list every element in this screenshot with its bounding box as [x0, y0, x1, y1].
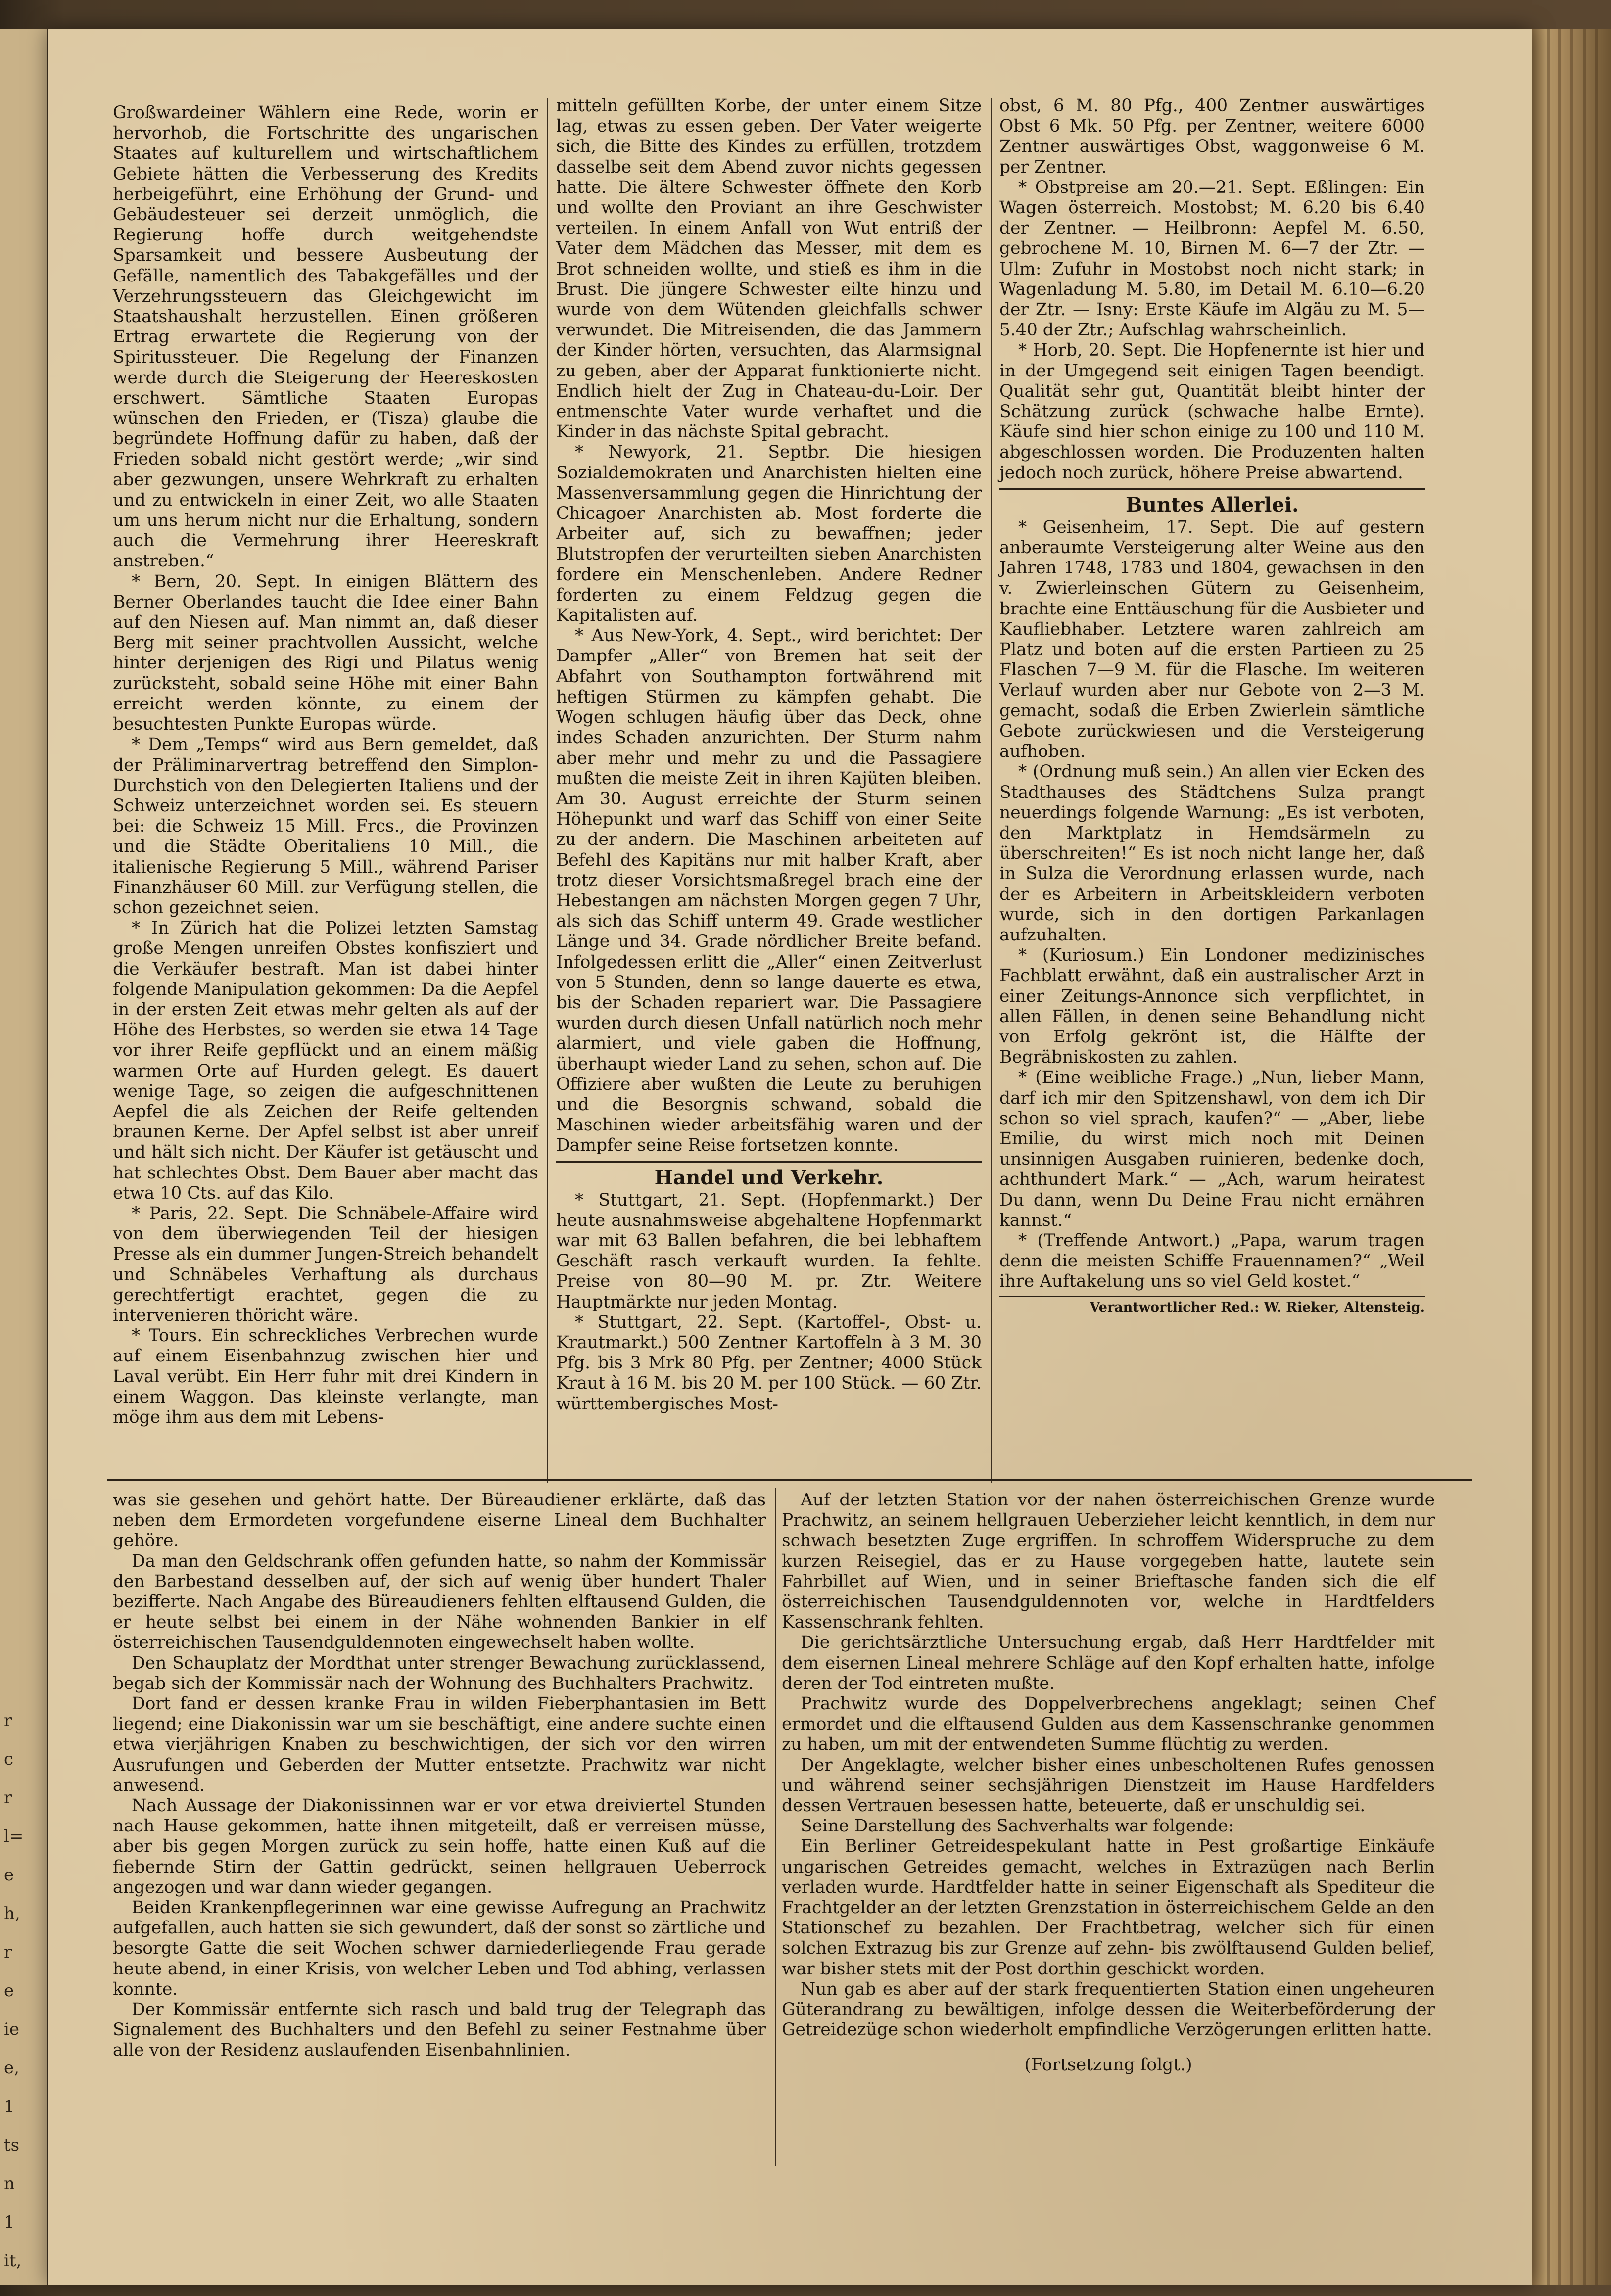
column-1	[113, 103, 538, 1428]
column-divider	[547, 98, 548, 1483]
miscellany-item: * (Ordnung muß sein.) An allen vier Ecken des Stadthauses des Städtchens Sulza prangt neuerdings folgende Warnung: „Es ist verboten, den Marktplatz in Hemdsärmeln zu überschreiten!“ Es ist noch nicht lange her, daß in Sulza die Verordnung erlassen wurde, nach der es Arbeitern in Arbeitskleidern verboten wurde, sich in den dortigen Parkanlagen aufzuhalten.	[999, 762, 1425, 945]
article-paragraph: * Tours. Ein schreckliches Verbrechen wurde auf einem Eisenbahnzug zwischen hier und Laval verübt. Ein Herr fuhr mit drei Kindern in einem Waggon. Das kleinste verlangte, man möge ihm aus dem mit Lebens-	[113, 1326, 538, 1427]
section-divider	[107, 1479, 1472, 1481]
article-paragraph: * Newyork, 21. Septbr. Die hiesigen Sozialdemokraten und Anarchisten hielten eine Massenversammlung gegen die Hinrichtung der Chicagoer Anarchisten ab. Most forderte die Arbeiter auf, sich zu bewaffnen; jeder Blutstropfen der verurteilten sieben Anarchisten fordere ein Menschenleben. Andere Redner forderten zu einem Feldzug gegen die Kapitalisten auf.	[556, 442, 982, 626]
continuation-note: (Fortsetzung folgt.)	[1024, 2055, 1192, 2075]
section-heading-handel: Handel und Verkehr.	[654, 1166, 884, 1189]
miscellany-item: * (Eine weibliche Frage.) „Nun, lieber Mann, darf ich mir den Spitzenshawl, von dem ich Dir schon so viel sprach, kaufen?“ — „Aber, liebe Emilie, du wirst mich noch mit Deinen unsinnigen Ausgaben ruinieren, bedenke doch, achthundert Mark.“ — „Ach, warum heiratest Du dann, wenn Du Deine Frau nicht ernähren kannst.“	[999, 1068, 1425, 1230]
book-binding	[1532, 29, 1611, 2285]
column-divider	[775, 1488, 776, 2166]
previous-page-fragment: e	[4, 1865, 14, 1885]
section-rule	[556, 1161, 982, 1163]
previous-page-fragment: e,	[4, 2058, 19, 2078]
column-3	[999, 96, 1425, 1317]
editor-credit: Verantwortlicher Red.: W. Rieker, Altensteig.	[1090, 1299, 1425, 1315]
market-report: * Horb, 20. Sept. Die Hopfenernte ist hier und in der Umgegend seit einigen Tagen beendigt. Qualität sehr gut, Quantität bleibt hinter der Schätzung zurück (schwache halbe Ernte). Käufe sind hier schon einige zu 100 und 110 M. abgeschlossen worden. Die Produzenten halten jedoch noch zurück, höhere Preise abwartend.	[999, 340, 1425, 483]
article-paragraph: * Dem „Temps“ wird aus Bern gemeldet, daß der Präliminarvertrag betreffend den Simplon-Durchstich von den Delegierten Italiens und der Schweiz unterzeichnet worden sei. Es steuern bei: die Schweiz 15 Mill. Frcs., die Provinzen und die Städte Oberitaliens 10 Mill., die italienische Regierung 5 Mill., während Pariser Finanzhäuser 60 Mill. zur Verfügung stellen, die schon gezeichnet seien.	[113, 735, 538, 918]
article-paragraph: * Paris, 22. Sept. Die Schnäbele-Affaire wird von dem überwiegenden Teil der hiesigen Presse als ein dummer Jungen-Streich behandelt und Schnäbeles Verhaftung als durchaus gerechtfertigt erachtet, gegen die zu intervenieren thöricht wäre.	[113, 1203, 538, 1325]
section-heading-buntes: Buntes Allerlei.	[1125, 493, 1299, 516]
feuilleton-right	[782, 1490, 1435, 2076]
previous-page-fragment: ts	[4, 2135, 20, 2155]
story-paragraph: was sie gesehen und gehört hatte. Der Büreaudiener erklärte, daß das neben dem Ermordeten vorgefundene eiserne Lineal dem Buchhalter gehöre.	[113, 1490, 766, 1551]
previous-page-fragment: 1	[4, 2212, 15, 2232]
story-paragraph: Seine Darstellung des Sachverhalts war folgende:	[801, 1816, 1234, 1836]
miscellany-item: * (Treffende Antwort.) „Papa, warum tragen denn die meisten Schiffe Frauennamen?“ „Weil ihre Auftakelung uns so viel Geld kostet.“	[999, 1230, 1425, 1292]
story-paragraph: Ein Berliner Getreidespekulant hatte in Pest großartige Einkäufe ungarischen Getreides gemacht, welches in Extrazügen nach Berlin verladen wurde. Hardtfelder hatte in seiner Eigenschaft als Spediteur die Frachtgelder an der letzten Grenzstation in österreichischem Gelde an den Stationschef zu bezahlen. Der Frachtbetrag, welcher sich für einen solchen Extrazug bis zur Grenze auf zehn- bis zwölftausend Gulden belief, war bisher stets mit der Post dorthin geschickt worden.	[782, 1836, 1435, 1979]
previous-page-fragment: it,	[4, 2251, 22, 2271]
story-paragraph: Den Schauplatz der Mordthat unter strenger Bewachung zurücklassend, begab sich der Kommissär nach der Wohnung des Buchhalters Prachwitz.	[113, 1653, 766, 1693]
story-paragraph: Prachwitz wurde des Doppelverbrechens angeklagt; seinen Chef ermordet und die elftausend Gulden aus dem Kassenschranke genommen zu haben, um mit der entwendeten Summe flüchtig zu werden.	[782, 1694, 1435, 1755]
column-divider	[991, 98, 992, 1483]
story-paragraph: Nach Aussage der Diakonissinnen war er vor etwa dreiviertel Stunden nach Hause gekommen, hatte ihnen mitgeteilt, daß er verreisen müsse, aber bis gegen Morgen zurück zu sein hoffe, hatte einen Kuß auf die fiebernde Stirn der Gattin gedrückt, seinen hellgrauen Ueberrock angezogen und war dann wieder gegangen.	[113, 1796, 766, 1897]
story-paragraph: Nun gab es aber auf der stark frequentierten Station einen ungeheuren Güterandrang zu bewältigen, infolge dessen die Weiterbeförderung der Getreidezüge schon wiederholt empfindliche Verzögerungen erlitten hatte.	[782, 1979, 1435, 2040]
article-paragraph: mitteln gefüllten Korbe, der unter einem Sitze lag, etwas zu essen geben. Der Vater weigerte sich, die Bitte des Kindes zu erfüllen, trotzdem dasselbe seit dem Abend zuvor nichts gegessen hatte. Die ältere Schwester öffnete den Korb und wollte den Proviant an ihre Geschwister verteilen. In einem Anfall von Wut entriß der Vater dem Mädchen das Messer, mit dem es Brot schneiden wollte, und stieß es ihm in die Brust. Die jüngere Schwester eilte hinzu und wurde von dem Wütenden gleichfalls schwer verwundet. Die Mitreisenden, die das Jammern der Kinder hörten, versuchten, das Alarmsignal zu geben, aber der Apparat funktionierte nicht. Endlich hielt der Zug in Chateau-du-Loir. Der entmenschte Vater wurde verhaftet und die Kinder in das nächste Spital gebracht.	[556, 96, 982, 442]
article-paragraph: Großwardeiner Wählern eine Rede, worin er hervorhob, die Fortschritte des ungarischen Staates auf kulturellem und wirtschaftlichem Gebiete hätten die Verbesserung des Kredits herbeigeführt, eine Erhöhung der Grund- und Gebäudesteuer sei derzeit unmöglich, die Regierung hoffe durch weitgehendste Sparsamkeit und bessere Ausbeutung der Gefälle, namentlich des Tabakgefälles und der Verzehrungssteuern das Gleichgewicht im Staatshaushalt herzustellen. Einen größeren Ertrag erwartete die Regierung von der Spiritussteuer. Die Regelung der Finanzen werde durch die Steigerung der Heereskosten erschwert. Sämtliche Staaten Europas wünschen den Frieden, er (Tisza) glaube die begründete Hoffnung dafür zu haben, daß der Frieden sobald nicht gestört werde; „wir sind aber gezwungen, unsere Wehrkraft zu erhalten und zu entwickeln in einer Zeit, wo alle Staaten um uns herum nicht nur die Erhaltung, sondern auch die Vermehrung ihrer Heereskraft anstreben.“	[113, 103, 538, 571]
story-paragraph: Der Kommissär entfernte sich rasch und bald trug der Telegraph das Signalement des Buchhalters und den Befehl zu seiner Festnahme über alle von der Residenz auslaufenden Eisenbahnlinien.	[113, 2000, 766, 2061]
section-rule	[999, 488, 1425, 490]
previous-page-fragment: c	[4, 1749, 14, 1769]
story-paragraph: Da man den Geldschrank offen gefunden hatte, so nahm der Kommissär den Barbestand desselben auf, der sich auf wenig über hundert Thaler bezifferte. Nach Angabe des Büreaudieners fehlten elftausend Gulden, die er heute selbst bei einem in der Nähe wohnenden Bankier in elf österreichischen Tausendguldennoten eingewechselt haben wollte.	[113, 1551, 766, 1653]
previous-page-fragment: r	[4, 1788, 12, 1808]
article-paragraph: * Aus New-York, 4. Sept., wird berichtet: Der Dampfer „Aller“ von Bremen hat seit der Abfahrt von Southampton fortwährend mit heftigen Stürmen zu kämpfen gehabt. Die Wogen schlugen häufig über das Deck, ohne indes Schaden anzurichten. Der Sturm nahm aber mehr und mehr zu und die Passagiere mußten die meiste Zeit in ihren Kajüten bleiben. Am 30. August erreichte der Sturm seinen Höhepunkt und warf das Schiff von einer Seite zu der andern. Die Maschinen arbeiteten auf Befehl des Kapitäns nur mit halber Kraft, aber trotz dieser Vorsichtsmaßregel brach eine der Hebestangen am nächsten Morgen gegen 7 Uhr, als sich das Schiff unterm 49. Grade westlicher Länge und 34. Grade nördlicher Breite befand. Infolgedessen erlitt die „Aller“ einen Zeitverlust von 5 Stunden, denn so lange dauerte es etwa, bis der Schaden repariert war. Die Passagiere wurden durch diesen Unfall natürlich noch mehr alarmiert, und viele gaben die Hoffnung, überhaupt wieder Land zu sehen, schon auf. Die Offiziere aber wußten die Leute zu beruhigen und die Besorgnis schwand, sobald die Maschinen wieder arbeitsfähig waren und der Dampfer seine Reise fortsetzen konnte.	[556, 626, 982, 1156]
previous-page-fragment: 1	[4, 2097, 15, 2116]
market-report: * Stuttgart, 22. Sept. (Kartoffel-, Obst- u. Krautmarkt.) 500 Zentner Kartoffeln à 3 M. 30 Pfg. bis 3 Mrk 80 Pfg. per Zentner; 4000 Stück Kraut à 16 M. bis 20 M. per 100 Stück. — 60 Ztr. württembergisches Most-	[556, 1312, 982, 1414]
story-paragraph: Dort fand er dessen kranke Frau in wilden Fieberphantasien im Bett liegend; eine Diakonissin war um sie beschäftigt, eine andere suchte einen etwa vierjährigen Knaben zu beschwichtigen, der sich vor den wirren Ausrufungen und Geberden der Mutter entsetzte. Prachwitz war nicht anwesend.	[113, 1694, 766, 1795]
feuilleton-left	[113, 1490, 766, 2061]
previous-page-fragment: e	[4, 1981, 14, 2001]
previous-page-edge	[0, 29, 47, 2285]
previous-page-fragment: ie	[4, 2019, 19, 2039]
previous-page-fragment: r	[4, 1711, 12, 1731]
market-report: obst, 6 M. 80 Pfg., 400 Zentner auswärtiges Obst 6 Mk. 50 Pfg. per Zentner, weitere 6000 Zentner auswärtiges Obst, waggonweise 6 M. per Zentner.	[999, 96, 1425, 177]
story-paragraph: Beiden Krankenpflegerinnen war eine gewisse Aufregung an Prachwitz aufgefallen, auch hatten sie sich gewundert, daß der sonst so zärtliche und besorgte Gatte die seit Wochen schwer darniederliegende Frau gerade heute abend, in einer Krisis, von welcher Leben und Tod abhing, verlassen konnte.	[113, 1898, 766, 1999]
miscellany-item: * (Kuriosum.) Ein Londoner medizinisches Fachblatt erwähnt, daß ein australischer Arzt in einer Zeitungs-Annonce sich verpflichtet, in allen Fällen, in denen seine Behandlung nicht von Erfolg gekrönt ist, die Hälfte der Begräbniskosten zu zahlen.	[999, 945, 1425, 1068]
market-report: * Stuttgart, 21. Sept. (Hopfenmarkt.) Der heute ausnahmsweise abgehaltene Hopfenmarkt war mit 63 Ballen befahren, die bei lebhaftem Geschäft rasch verkauft wurden. Ia fehlte. Preise von 80—90 M. pr. Ztr. Weitere Hauptmärkte nur jeden Montag.	[556, 1190, 982, 1312]
previous-page-fragment: r	[4, 1942, 12, 1962]
market-report: * Obstpreise am 20.—21. Sept. Eßlingen: Ein Wagen österreich. Mostobst; M. 6.20 bis 6.40 der Zentner. — Heilbronn: Aepfel M. 6.50, gebrochene M. 10, Birnen M. 6—7 der Ztr. — Ulm: Zufuhr in Mostobst noch nicht stark; in Wagenladung M. 5.80, im Detail M. 6.10—6.20 der Ztr. — Isny: Erste Käufe im Algäu zu M. 5—5.40 der Ztr.; Aufschlag wahrscheinlich.	[999, 177, 1425, 340]
story-paragraph: Der Angeklagte, welcher bisher eines unbescholtenen Rufes genossen und während seiner sechsjährigen Dienstzeit im Hause Hardfelders dessen Vertrauen besessen hatte, beteuerte, daß er unschuldig sei.	[782, 1755, 1435, 1816]
story-paragraph: Auf der letzten Station vor der nahen österreichischen Grenze wurde Prachwitz, an seinem hellgrauen Ueberzieher leicht kenntlich, in dem nur schwach besetzten Zuge ergriffen. In schroffem Widerspruche zu dem kurzen Reisegiel, das er zu Hause vorgegeben hatte, lautete sein Fahrbillet auf Wien, und in seiner Brieftasche fanden sich die elf österreichischen Tausendguldennoten vor, welche in Hardtfelders Kassenschrank fehlten.	[782, 1490, 1435, 1633]
previous-page-fragment: n	[4, 2174, 15, 2194]
previous-page-fragment: l=	[4, 1827, 24, 1846]
article-paragraph: * Bern, 20. Sept. In einigen Blättern des Berner Oberlandes taucht die Idee einer Bahn auf den Niesen auf. Man nimmt an, daß dieser Berg mit seiner prachtvollen Aussicht, welche hinter derjenigen des Rigi und Pilatus wenig zurücksteht, sobald seine Höhe mit einer Bahn erreicht werden könnte, zu einem der besuchtesten Punkte Europas würde.	[113, 571, 538, 735]
miscellany-item: * Geisenheim, 17. Sept. Die auf gestern anberaumte Versteigerung alter Weine aus den Jahren 1748, 1783 und 1804, gewachsen in den v. Zwierleinschen Gütern zu Geisenheim, brachte eine Enttäuschung für die Ausbieter und Kaufliebhaber. Letztere waren zahlreich am Platz und boten auf die ersten Partieen zu 25 Flaschen 7—9 M. für die Flasche. Im weiteren Verlauf wurden aber nur Gebote von 2—3 M. gemacht, sodaß die Erben Zwierlein sämtliche Gebote zurückwiesen und die Versteigerung aufhoben.	[999, 517, 1425, 762]
article-paragraph: * In Zürich hat die Polizei letzten Samstag große Mengen unreifen Obstes konfisziert und die Verkäufer bestraft. Man ist dabei hinter folgende Manipulation gekommen: Da die Aepfel in der ersten Zeit etwas mehr gelten als auf der Höhe des Herbstes, so werden sie etwa 14 Tage vor ihrer Reife gepflückt und an einem mäßig warmen Orte auf Hurden gelegt. Es dauert wenige Tage, so zeigen die aufgeschnittenen Aepfel die als Zeichen der Reife geltenden braunen Kerne. Der Apfel selbst ist aber unreif und hält sich nicht. Der Käufer ist getäuscht und hat schlechtes Obst. Dem Bauer aber macht das etwa 10 Cts. auf das Kilo.	[113, 918, 538, 1203]
previous-page-fragment: h,	[4, 1904, 20, 1923]
story-paragraph: Die gerichtsärztliche Untersuchung ergab, daß Herr Hardtfelder mit dem eisernen Lineal mehrere Schläge auf den Kopf erhalten hatte, infolge deren der Tod eintreten mußte.	[782, 1633, 1435, 1693]
column-2	[556, 96, 982, 1414]
